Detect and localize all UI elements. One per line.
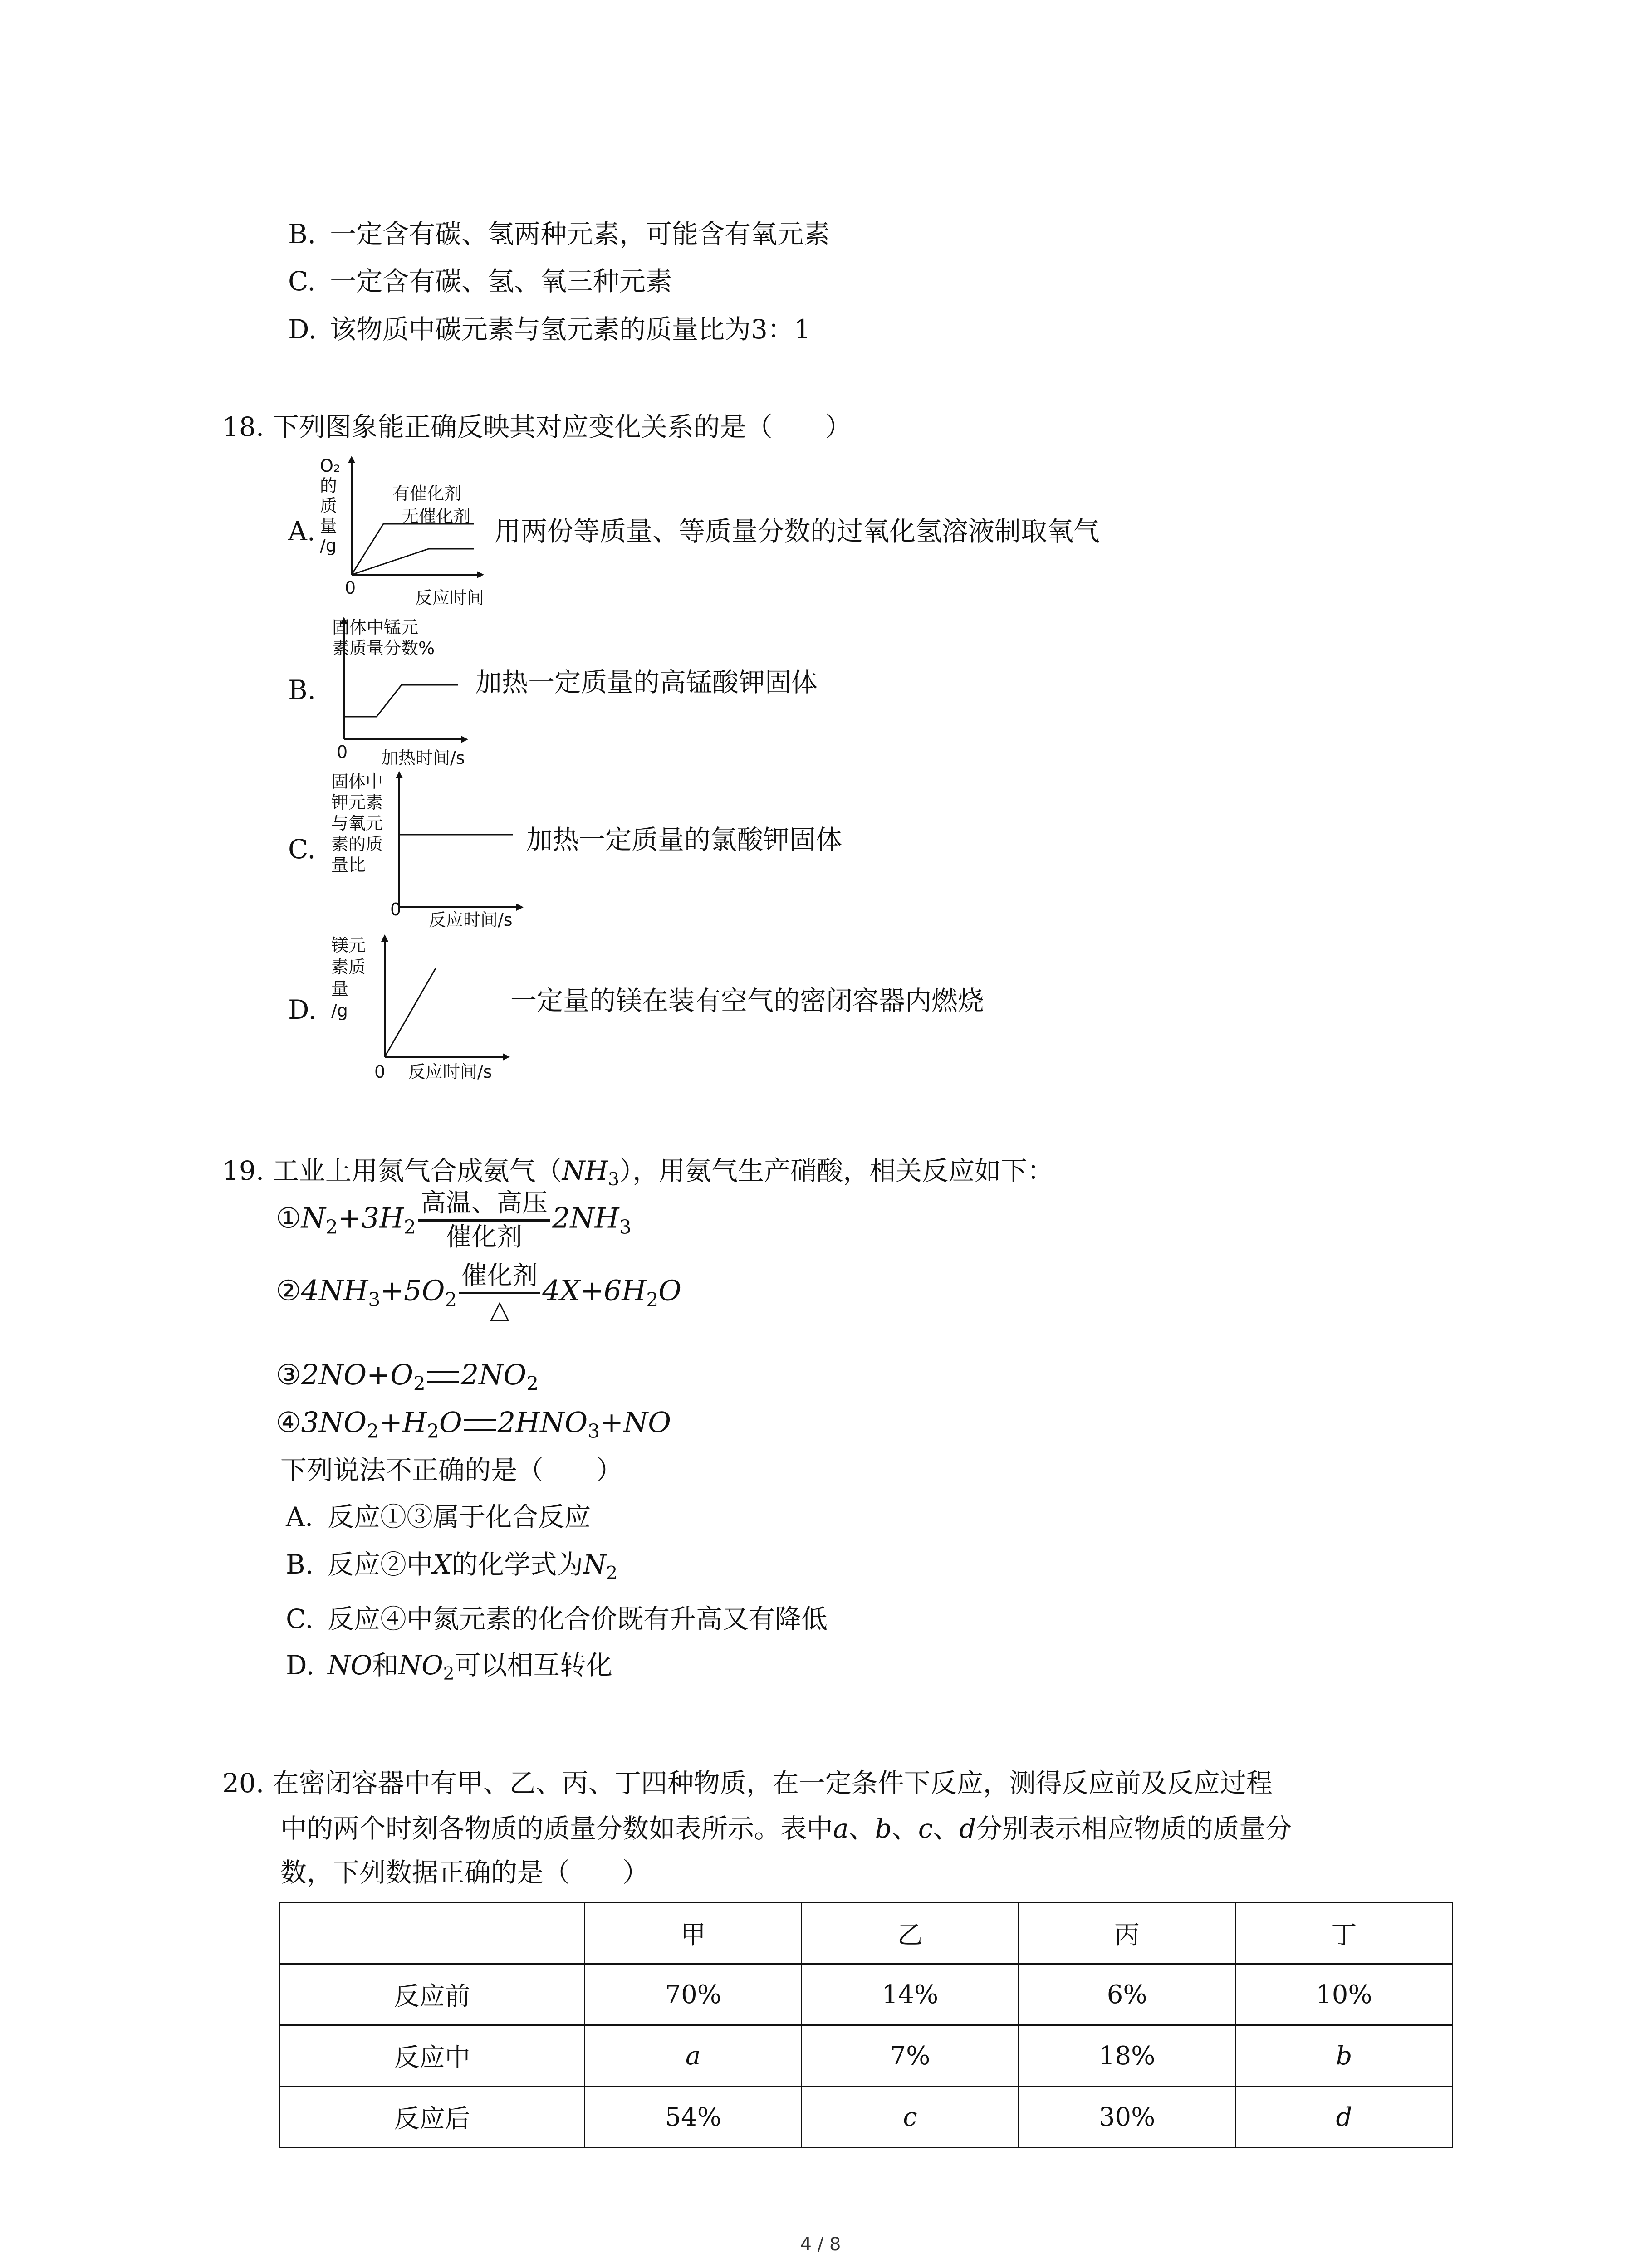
graph-origin: 0 — [337, 742, 348, 762]
graph-x-label: 反应时间/s — [429, 910, 513, 930]
table-cell: 70% — [585, 1964, 802, 2025]
equation-1: $①N_2+3H_2$ 高温、高压 催化剂 $2NH_3$ — [276, 1188, 632, 1252]
equation-3: $③2NO+O_2$ $2NO_2$ — [276, 1358, 539, 1395]
equals-sign — [464, 1419, 496, 1431]
q19-question: 下列说法不正确的是（ ） — [280, 1455, 623, 1486]
table-header-cell — [280, 1903, 585, 1964]
q17-option-b — [288, 218, 830, 250]
graph-x-label: 反应时间 — [415, 588, 485, 608]
question-number: 20. — [222, 1768, 265, 1799]
table-cell: 反应后 — [280, 2087, 585, 2148]
q18-option-a-text: 用两份等质量、等质量分数的过氧化氢溶液制取氧气 — [495, 516, 1100, 547]
option-text: 该物质中碳元素与氢元素的质量比为3：1 — [330, 314, 811, 345]
q19-option-c: C. 反应④中氮元素的化合价既有升高又有降低 — [286, 1603, 828, 1634]
equation-2: $②4NH_3+5O_2$ 催化剂 △ $4X+6H_2O$ — [276, 1261, 681, 1325]
q18-option-d-text: 一定量的镁在装有空气的密闭容器内燃烧 — [510, 985, 985, 1016]
table-row — [280, 2087, 1453, 2148]
table-header-cell: 丁 — [1235, 1903, 1452, 1964]
graph-c-axes — [331, 771, 535, 916]
option-text: 一定含有碳、氢、氧三种元素 — [330, 266, 672, 297]
curve-mn-fraction — [344, 685, 458, 717]
graph-y-label: 固体中 钾元素 与氧元 素的质 量比 — [331, 772, 383, 875]
graph-x-label: 反应时间/s — [408, 1062, 492, 1082]
table-row — [280, 2025, 1453, 2087]
q18-graph-a — [320, 456, 501, 615]
graph-y-label: O₂ 的 质 量 /g — [320, 456, 341, 556]
series-label: 无催化剂 — [402, 506, 471, 526]
q18-stem — [222, 411, 852, 443]
q18-graph-d — [331, 934, 522, 1093]
table-header-cell: 乙 — [802, 1903, 1019, 1964]
graph-origin: 0 — [345, 578, 356, 598]
q18-option-b-text: 加热一定质量的高锰酸钾固体 — [475, 667, 818, 698]
page-number: 4 / 8 — [800, 2234, 841, 2255]
question-number: 19. — [222, 1155, 265, 1186]
table-cell: 反应前 — [280, 1964, 585, 2025]
option-letter: D. — [288, 314, 317, 345]
series-label: 有催化剂 — [392, 484, 462, 503]
q19-stem: 19. 工业上用氮气合成氨气$(NH_3)$，用氨气生产硝酸，相关反应如下： — [222, 1155, 1054, 1190]
equation-4: $④3NO_2+H_2O$ $2HNO_3+NO$ — [276, 1406, 671, 1442]
table-cell: 18% — [1019, 2025, 1235, 2087]
q18-option-a-letter: A. — [288, 516, 316, 547]
q17-option-c — [288, 265, 672, 298]
table-header-cell: 甲 — [585, 1903, 802, 1964]
q17-option-d — [288, 313, 811, 346]
curve-without-catalyst — [352, 549, 474, 575]
table-row — [280, 1964, 1453, 2025]
table-cell: 30% — [1019, 2087, 1235, 2148]
table-cell: 14% — [802, 1964, 1019, 2025]
mass-fraction-table — [279, 1902, 1453, 2148]
q19-option-b: B. 反应②中X的化学式为$N_2$ — [286, 1549, 618, 1584]
table-cell: 反应中 — [280, 2025, 585, 2087]
question-number: 18. — [222, 411, 265, 442]
graph-origin: 0 — [390, 899, 402, 919]
option-text: 一定含有碳、氢两种元素，可能含有氧元素 — [330, 219, 830, 249]
q18-option-d-letter: D. — [288, 994, 317, 1025]
table-cell: b — [1235, 2025, 1452, 2087]
question-text: 下列图象能正确反映其对应变化关系的是（ ） — [272, 411, 852, 442]
table-cell: 10% — [1235, 1964, 1452, 2025]
q20-stem-line2: 中的两个时刻各物质的质量分数如表所示。表中a、b、c、d分别表示相应物质的质量分 — [280, 1813, 1292, 1844]
q18-graph-b — [327, 617, 499, 767]
graph-y-label: 固体中锰元 素质量分数% — [332, 617, 435, 658]
table-cell: d — [1235, 2087, 1452, 2148]
graph-d-axes — [331, 934, 522, 1070]
q19-option-d: D. NO和$NO_2$可以相互转化 — [286, 1650, 612, 1684]
table-header-cell: 丙 — [1019, 1903, 1235, 1964]
graph-y-label: 镁元 素质 量 /g — [331, 935, 366, 1021]
graph-origin: 0 — [374, 1062, 386, 1082]
curve-mg-mass — [385, 968, 436, 1057]
table-cell: 7% — [802, 2025, 1019, 2087]
graph-x-label: 加热时间/s — [381, 748, 465, 768]
table-cell: c — [802, 2087, 1019, 2148]
table-cell: 54% — [585, 2087, 802, 2148]
q20-stem-line1: 20. 在密闭容器中有甲、乙、丙、丁四种物质，在一定条件下反应，测得反应前及反应过程 — [222, 1768, 1273, 1799]
reaction-condition: 催化剂 △ — [459, 1261, 540, 1325]
equals-sign — [427, 1371, 459, 1383]
table-cell: 6% — [1019, 1964, 1235, 2025]
q20-stem-line3: 数，下列数据正确的是（ ） — [280, 1857, 649, 1888]
q18-option-c-text: 加热一定质量的氯酸钾固体 — [526, 824, 843, 855]
q19-option-a: A. 反应①③属于化合反应 — [286, 1501, 591, 1532]
q18-option-b-letter: B. — [288, 675, 316, 705]
option-letter: B. — [288, 219, 316, 249]
table-cell: a — [585, 2025, 802, 2087]
table-header-row — [280, 1903, 1453, 1964]
q18-option-c-letter: C. — [288, 834, 316, 865]
option-letter: C. — [288, 266, 316, 297]
reaction-condition: 高温、高压 催化剂 — [418, 1188, 550, 1252]
q18-graph-c — [331, 771, 535, 934]
